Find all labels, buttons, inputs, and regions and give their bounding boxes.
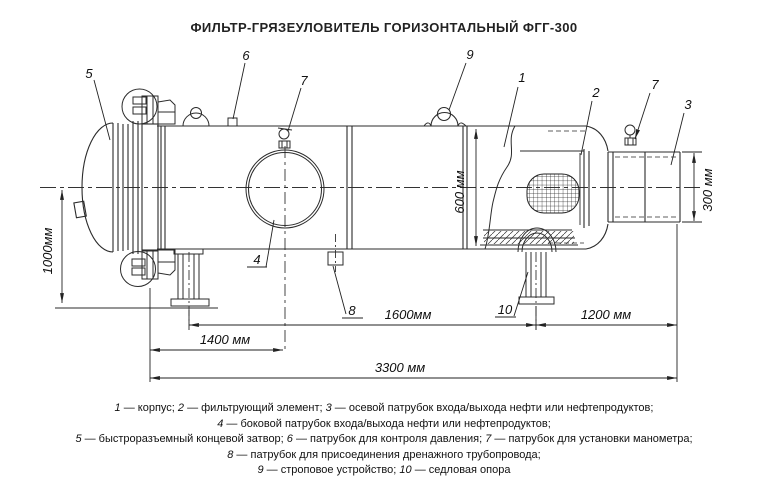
legend-line-3: 5 — быстроразъемный концевой затвор; 6 — патрубок для контроля давления; 7 — патрубок для установки манометра; <box>75 433 693 445</box>
drawing-title: ФИЛЬТР-ГРЯЗЕУЛОВИТЕЛЬ ГОРИЗОНТАЛЬНЫЙ ФГГ-300 <box>190 20 578 35</box>
dim-300: 300 мм <box>700 168 715 212</box>
callout-5: 5 <box>85 66 93 81</box>
pressure-control-nozzle <box>228 118 237 126</box>
dim-1200: 1200 мм <box>580 307 632 322</box>
lifting-lug <box>424 108 466 127</box>
callout-8: 8 <box>348 303 356 318</box>
callout-2: 2 <box>592 85 600 100</box>
filter-mesh <box>527 174 579 213</box>
callout-4: 4 <box>253 252 261 267</box>
dimension-labels <box>40 168 715 375</box>
saddle-supports <box>55 249 554 308</box>
support-right <box>519 252 554 304</box>
dim-1600: 1600мм <box>384 307 432 322</box>
callout-9: 9 <box>466 47 474 62</box>
manometer-fitting-right <box>625 125 636 145</box>
callout-1: 1 <box>518 70 526 85</box>
closure-lug <box>183 113 209 126</box>
dim-1000: 1000мм <box>40 227 55 275</box>
legend-line-2: 4 — боковой патрубок входа/выхода нефти или нефтепродуктов; <box>217 417 551 430</box>
axial-nozzle <box>608 152 680 222</box>
legend-line-4: 8 — патрубок для присоединения дренажного трубопровода; <box>227 448 541 461</box>
legend <box>0 401 768 479</box>
callout-7-left: 7 <box>300 73 308 88</box>
dim-600: 600 мм <box>452 170 467 214</box>
callout-numbers <box>85 47 692 318</box>
cutaway-section <box>480 126 584 252</box>
support-left <box>171 249 209 306</box>
callout-3: 3 <box>684 97 692 112</box>
manometer-fitting-left <box>278 128 292 148</box>
legend-line-1: 1 — корпус; 2 — фильтрующий элемент; 3 — осевой патрубок входа/выхода нефти или нефтепродуктов; <box>114 402 654 414</box>
legend-line-5: 9 — строповое устройство; 10 — седловая опора <box>257 464 511 476</box>
callout-10: 10 <box>497 302 513 317</box>
dim-3300: 3300 мм <box>374 360 426 375</box>
callout-6: 6 <box>242 48 250 63</box>
dim-1400: 1400 мм <box>199 332 251 347</box>
callout-7-right: 7 <box>651 77 659 92</box>
